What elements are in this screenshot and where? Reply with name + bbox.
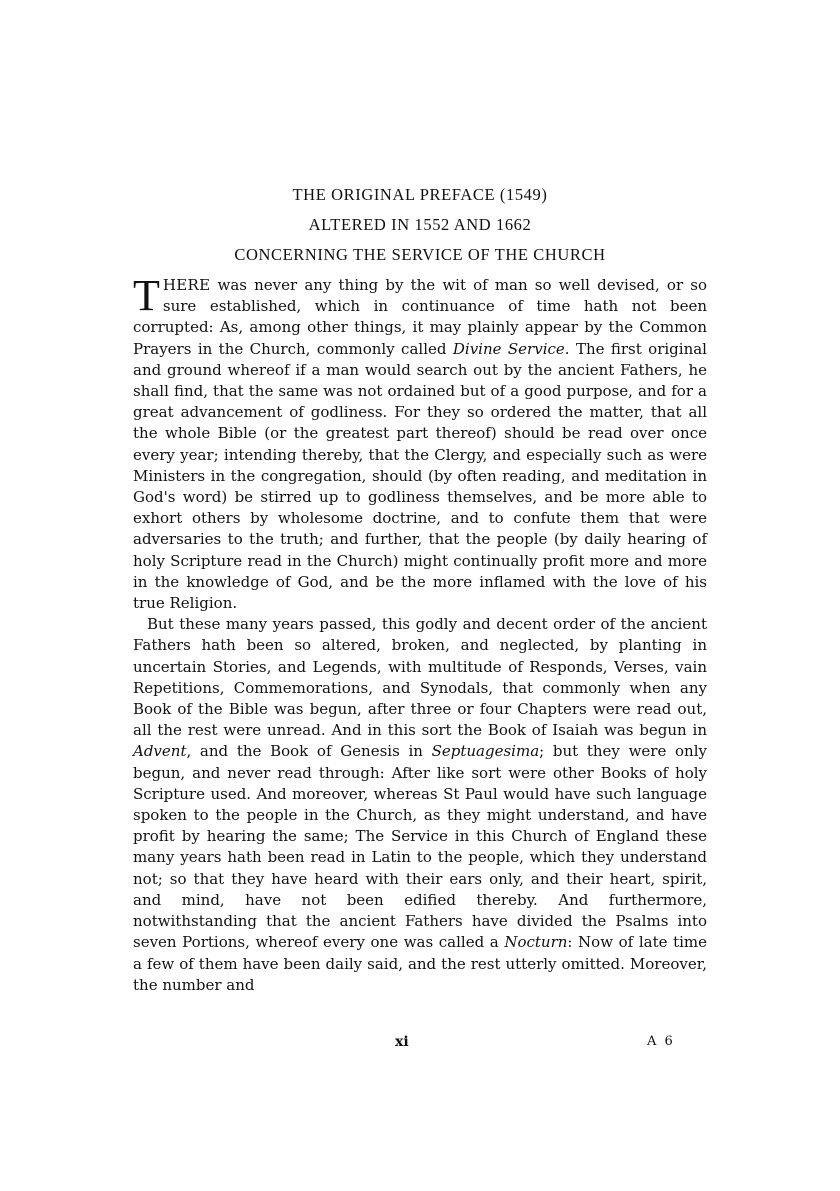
preface-subtitle-altered: ALTERED IN 1552 AND 1662 (308, 215, 532, 234)
paragraph-2-text-b: , and the Book of Genesis in (186, 742, 432, 761)
italic-divine-service: Divine Service (452, 339, 565, 358)
preface-subtitle-concerning: CONCERNING THE SERVICE OF THE CHURCH (234, 245, 606, 264)
opening-smallcaps: HERE (162, 276, 211, 294)
page-footer (133, 1034, 707, 1056)
page (133, 180, 707, 1050)
paragraph-1-text-a: was never any thing by the wit of man so well devised, or so sure established, which in continuance of time hath not been corrupted: As, among other things, it may plainly appear by the Common Prayers in the Church, commonly called (133, 276, 707, 358)
drop-cap: T (133, 271, 160, 320)
paragraph-1 (133, 271, 707, 614)
italic-advent: Advent (133, 742, 187, 761)
paragraph-2-text-c: ; but they were only begun, and never read through: After like sort were other Books of holy Scripture used. And moreover, whereas St Paul would have such language spoken to the people in the Church, as they might understand, and have profit by hearing the same; The Service in this Church of England these many years hath been read in Latin to the people, which they understand not; so that they have heard with their ears only, and their heart, spirit, and mind, have not been edified thereby. And furthermore, notwithstanding that the ancient Fathers have divided the Psalms into seven Portions, whereof every one was called a (133, 742, 707, 952)
italic-septuagesima: Septuagesima (431, 742, 540, 761)
body-text (133, 271, 707, 996)
paragraph-2-text-a: But these many years passed, this godly and decent order of the ancient Fathers hath been so altered, broken, and neglected, by planting in uncertain Stories, and Legends, with multitude of Responds, Verses, vain Repetitions, Commemorations, and Synodals, that commonly when any Book of the Bible was begun, after three or four Chapters were read out, all the rest were unread. And in this sort the Book of Isaiah was begun in (133, 615, 707, 740)
page-number: xi (395, 1034, 409, 1050)
paragraph-2-text-d: : Now of late time a few of them have been daily said, and the rest utterly omitted. Moreover, the number and (133, 933, 707, 994)
paragraph-1-text-b: . The first original and ground whereof if a man would search out by the ancient Fathers, he shall find, that the same was not ordained but of a good purpose, and for a great advancement of godliness. For they so ordered the matter, that all the whole Bible (or the greatest part thereof) should be read over once every year; intending thereby, that the Clergy, and especially such as were Ministers in the congregation, should (by often reading, and meditation in God's word) be stirred up to godliness themselves, and be more able to exhort others by wholesome doctrine, and to confute them that were adversaries to the truth; and further, that the people (by daily hearing of holy Scripture read in the Church) might continually profit more and more in the knowledge of God, and be the more inflamed with the love of his true Religion. (133, 339, 707, 613)
preface-title: THE ORIGINAL PREFACE (1549) (292, 185, 548, 204)
paragraph-2 (133, 614, 707, 996)
signature-mark: A 6 (647, 1034, 675, 1049)
italic-nocturn: Nocturn (504, 933, 568, 952)
